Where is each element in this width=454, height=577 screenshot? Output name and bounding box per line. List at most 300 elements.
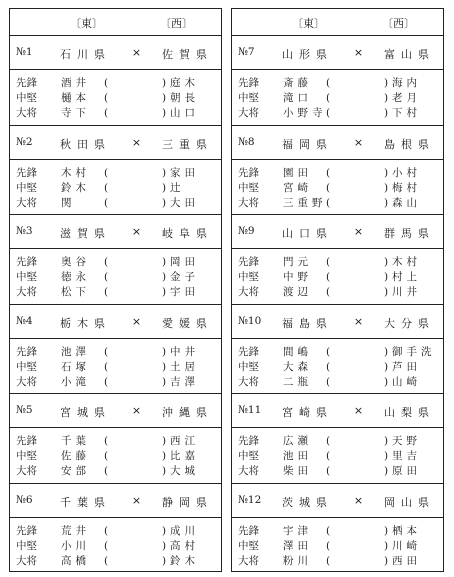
versus-mark: × <box>131 493 142 507</box>
position-label: 中堅 <box>238 360 259 373</box>
versus-mark: × <box>131 135 142 149</box>
score-paren-open: ( <box>326 450 331 462</box>
east-prefecture: 千葉県 <box>60 495 111 509</box>
east-header: 〔東〕 <box>292 17 325 30</box>
position-label: 先鋒 <box>238 77 259 89</box>
west-player: 吉澤 <box>170 375 199 388</box>
left-bracket-panel <box>9 8 222 572</box>
match-teams <box>60 136 213 152</box>
match-block <box>232 126 443 216</box>
score-paren-open: ( <box>104 256 109 268</box>
score-paren-open: ( <box>104 375 109 388</box>
player-rows <box>10 339 221 390</box>
west-player: 山崎 <box>392 375 421 388</box>
east-player: 佐藤 <box>61 450 90 462</box>
match-number: №4 <box>16 314 33 327</box>
score-paren-open: ( <box>326 256 331 268</box>
east-player: 奥谷 <box>61 256 90 268</box>
west-player: 金子 <box>170 271 199 283</box>
position-label: 中堅 <box>238 92 259 104</box>
west-prefecture: 大分県 <box>384 316 435 330</box>
west-player: 成川 <box>170 524 199 537</box>
score-paren-open: ( <box>326 286 331 298</box>
match-number: №9 <box>238 225 255 237</box>
east-player: 木村 <box>61 166 90 179</box>
east-player: 斎藤 <box>283 77 312 89</box>
player-row <box>232 375 443 390</box>
player-row <box>232 464 443 479</box>
match-block <box>232 36 443 126</box>
player-row <box>10 255 221 270</box>
score-paren-open: ( <box>326 166 331 179</box>
match-number: №1 <box>16 46 33 58</box>
east-prefecture: 福岡県 <box>282 137 333 151</box>
east-player: 小川 <box>61 539 90 552</box>
west-player: 川井 <box>392 286 421 298</box>
score-paren-close: ) <box>384 166 389 179</box>
score-paren-open: ( <box>326 107 331 119</box>
east-player: 石塚 <box>61 360 90 373</box>
west-player: 比嘉 <box>170 450 199 462</box>
score-paren-close: ) <box>162 435 167 447</box>
score-paren-open: ( <box>104 360 109 373</box>
match-title <box>10 394 221 428</box>
east-player: 中野 <box>283 271 312 283</box>
score-paren-open: ( <box>104 450 109 462</box>
east-player: 大森 <box>283 360 312 373</box>
versus-mark: × <box>353 404 364 417</box>
score-paren-close: ) <box>162 77 167 89</box>
west-player: 庭木 <box>170 77 199 89</box>
east-player: 間嶋 <box>283 345 312 358</box>
position-label: 先鋒 <box>16 435 37 447</box>
match-block <box>232 394 443 484</box>
position-label: 先鋒 <box>16 345 37 358</box>
match-number: №2 <box>16 135 33 148</box>
position-label: 大将 <box>16 375 37 388</box>
east-player: 滝口 <box>283 92 312 104</box>
east-prefecture: 山形県 <box>282 48 333 61</box>
score-paren-close: ) <box>384 181 389 194</box>
east-prefecture: 山口県 <box>282 227 333 240</box>
player-row <box>232 166 443 181</box>
player-row <box>232 345 443 360</box>
score-paren-open: ( <box>104 107 109 119</box>
west-player: 土居 <box>170 360 199 373</box>
score-paren-open: ( <box>104 181 109 194</box>
score-paren-open: ( <box>326 524 331 537</box>
match-number: №6 <box>16 493 33 506</box>
match-teams <box>60 404 213 420</box>
match-block <box>232 215 443 305</box>
versus-mark: × <box>131 225 142 238</box>
player-row <box>232 196 443 211</box>
match-title <box>10 126 221 160</box>
score-paren-close: ) <box>384 77 389 89</box>
player-row <box>232 360 443 375</box>
player-rows <box>232 70 443 121</box>
west-prefecture: 愛媛県 <box>162 316 213 330</box>
player-row <box>232 270 443 285</box>
player-row <box>10 181 221 196</box>
west-prefecture: 沖縄県 <box>162 406 213 419</box>
player-rows <box>232 249 443 300</box>
west-player: 朝長 <box>170 92 199 104</box>
right-match-list <box>232 36 443 573</box>
score-paren-open: ( <box>326 465 331 477</box>
match-title <box>232 36 443 70</box>
position-label: 先鋒 <box>238 166 259 179</box>
west-player: 大城 <box>170 465 199 477</box>
score-paren-close: ) <box>162 450 167 462</box>
versus-mark: × <box>353 314 364 328</box>
match-teams <box>282 46 435 62</box>
position-label: 大将 <box>238 286 259 298</box>
score-paren-open: ( <box>104 539 109 552</box>
player-rows <box>10 518 221 569</box>
west-player: 中井 <box>170 345 199 358</box>
score-paren-close: ) <box>384 539 389 552</box>
east-header: 〔東〕 <box>70 17 103 30</box>
versus-mark: × <box>131 404 142 417</box>
west-prefecture: 岡山県 <box>384 495 435 509</box>
score-paren-close: ) <box>384 435 389 447</box>
score-paren-open: ( <box>326 196 331 209</box>
west-player: 老月 <box>392 92 421 104</box>
position-label: 先鋒 <box>16 77 37 89</box>
east-player: 関 <box>61 196 76 209</box>
west-player: 下村 <box>392 107 421 119</box>
player-row <box>10 539 221 554</box>
player-row <box>232 181 443 196</box>
match-teams <box>282 404 435 420</box>
score-paren-close: ) <box>384 554 389 567</box>
position-label: 中堅 <box>238 539 259 552</box>
match-block <box>10 305 221 395</box>
match-title <box>232 305 443 339</box>
score-paren-open: ( <box>104 77 109 89</box>
match-block <box>232 484 443 574</box>
score-paren-close: ) <box>384 375 389 388</box>
player-rows <box>10 160 221 211</box>
east-player: 千葉 <box>61 435 90 447</box>
position-label: 先鋒 <box>238 524 259 537</box>
west-header: 〔西〕 <box>160 17 193 30</box>
score-paren-open: ( <box>326 539 331 552</box>
match-number: №11 <box>238 404 262 416</box>
west-prefecture: 山梨県 <box>384 406 435 419</box>
match-teams <box>60 494 213 510</box>
score-paren-close: ) <box>162 286 167 298</box>
player-row <box>10 360 221 375</box>
west-player: 西田 <box>392 554 421 567</box>
player-row <box>10 91 221 106</box>
west-player: 原田 <box>392 465 421 477</box>
position-label: 大将 <box>16 286 37 298</box>
score-paren-close: ) <box>162 196 167 209</box>
player-row <box>232 91 443 106</box>
match-block <box>10 126 221 216</box>
score-paren-open: ( <box>104 286 109 298</box>
player-rows <box>232 339 443 390</box>
position-label: 中堅 <box>16 539 37 552</box>
player-row <box>232 76 443 91</box>
match-block <box>10 484 221 574</box>
score-paren-close: ) <box>384 256 389 268</box>
versus-mark: × <box>353 46 364 59</box>
player-row <box>232 285 443 300</box>
match-block <box>10 215 221 305</box>
west-player: 岡田 <box>170 256 199 268</box>
position-label: 中堅 <box>16 360 37 373</box>
score-paren-close: ) <box>162 181 167 194</box>
score-paren-open: ( <box>326 435 331 447</box>
player-row <box>10 345 221 360</box>
west-player: 村上 <box>392 271 421 283</box>
position-label: 大将 <box>238 196 259 209</box>
score-paren-open: ( <box>326 375 331 388</box>
west-player: 里吉 <box>392 450 421 462</box>
position-label: 大将 <box>238 375 259 388</box>
east-player: 小野寺 <box>283 107 327 119</box>
match-number: №5 <box>16 404 33 416</box>
panel-header <box>232 9 443 36</box>
west-player: 木村 <box>392 256 421 268</box>
score-paren-close: ) <box>162 166 167 179</box>
east-prefecture: 茨城県 <box>282 495 333 509</box>
position-label: 先鋒 <box>16 256 37 268</box>
match-teams <box>60 315 213 331</box>
west-player: 西江 <box>170 435 199 447</box>
player-rows <box>232 160 443 211</box>
east-player: 小滝 <box>61 375 90 388</box>
east-player: 池田 <box>283 450 312 462</box>
score-paren-open: ( <box>104 196 109 209</box>
position-label: 中堅 <box>16 181 37 194</box>
score-paren-close: ) <box>384 271 389 283</box>
west-player: 栖本 <box>392 524 421 537</box>
score-paren-close: ) <box>162 375 167 388</box>
match-teams <box>60 225 213 241</box>
player-row <box>232 524 443 539</box>
west-prefecture: 静岡県 <box>162 495 213 509</box>
west-player: 宇田 <box>170 286 199 298</box>
position-label: 中堅 <box>16 271 37 283</box>
score-paren-close: ) <box>162 92 167 104</box>
score-paren-close: ) <box>162 345 167 358</box>
score-paren-close: ) <box>384 360 389 373</box>
east-player: 宇津 <box>283 524 312 537</box>
west-player: 御手洗 <box>392 345 436 358</box>
player-row <box>10 524 221 539</box>
player-rows <box>10 249 221 300</box>
west-player: 小村 <box>392 166 421 179</box>
east-prefecture: 栃木県 <box>60 316 111 330</box>
west-player: 梅村 <box>392 181 421 194</box>
west-header: 〔西〕 <box>382 17 415 30</box>
player-row <box>10 196 221 211</box>
west-player: 川崎 <box>392 539 421 552</box>
score-paren-close: ) <box>162 271 167 283</box>
score-paren-open: ( <box>104 166 109 179</box>
west-prefecture: 岐阜県 <box>162 227 213 240</box>
player-row <box>10 270 221 285</box>
match-number: №8 <box>238 135 255 148</box>
score-paren-close: ) <box>384 450 389 462</box>
left-match-list <box>10 36 221 573</box>
match-title <box>232 394 443 428</box>
position-label: 大将 <box>16 465 37 477</box>
east-prefecture: 秋田県 <box>60 137 111 151</box>
east-player: 宮崎 <box>283 181 312 194</box>
east-prefecture: 滋賀県 <box>60 227 111 240</box>
player-rows <box>232 518 443 569</box>
player-rows <box>232 428 443 479</box>
east-prefecture: 福島県 <box>282 316 333 330</box>
match-number: №10 <box>238 314 262 327</box>
east-player: 三重野 <box>283 196 327 209</box>
match-title <box>10 215 221 249</box>
west-player: 辻 <box>170 181 185 194</box>
east-player: 澤田 <box>283 539 312 552</box>
player-row <box>10 434 221 449</box>
west-player: 高村 <box>170 539 199 552</box>
west-prefecture: 三重県 <box>162 137 213 151</box>
versus-mark: × <box>353 493 364 507</box>
west-prefecture: 佐賀県 <box>162 48 213 61</box>
score-paren-close: ) <box>162 524 167 537</box>
score-paren-close: ) <box>162 360 167 373</box>
score-paren-open: ( <box>326 92 331 104</box>
west-prefecture: 富山県 <box>384 48 435 61</box>
east-player: 鈴木 <box>61 181 90 194</box>
west-player: 鈴木 <box>170 554 199 567</box>
east-player: 安部 <box>61 465 90 477</box>
score-paren-close: ) <box>384 92 389 104</box>
versus-mark: × <box>131 46 142 59</box>
score-paren-open: ( <box>104 271 109 283</box>
east-player: 広瀬 <box>283 435 312 447</box>
player-rows <box>10 70 221 121</box>
match-block <box>10 36 221 126</box>
match-number: №7 <box>238 46 255 58</box>
right-bracket-panel <box>231 8 444 572</box>
match-title <box>232 126 443 160</box>
player-row <box>10 166 221 181</box>
west-player: 森山 <box>392 196 421 209</box>
position-label: 中堅 <box>16 92 37 104</box>
position-label: 先鋒 <box>16 524 37 537</box>
score-paren-open: ( <box>326 345 331 358</box>
east-player: 門元 <box>283 256 312 268</box>
score-paren-close: ) <box>162 107 167 119</box>
score-paren-close: ) <box>384 196 389 209</box>
match-title <box>232 215 443 249</box>
match-teams <box>282 225 435 241</box>
east-player: 徳永 <box>61 271 90 283</box>
position-label: 大将 <box>238 465 259 477</box>
east-player: 園田 <box>283 166 312 179</box>
position-label: 大将 <box>16 196 37 209</box>
position-label: 中堅 <box>238 181 259 194</box>
east-prefecture: 石川県 <box>60 48 111 61</box>
panel-header <box>10 9 221 36</box>
score-paren-open: ( <box>326 360 331 373</box>
west-prefecture: 島根県 <box>384 137 435 151</box>
player-row <box>10 76 221 91</box>
versus-mark: × <box>131 314 142 328</box>
east-player: 渡辺 <box>283 286 312 298</box>
score-paren-close: ) <box>384 286 389 298</box>
score-paren-open: ( <box>326 181 331 194</box>
position-label: 中堅 <box>238 271 259 283</box>
score-paren-open: ( <box>104 345 109 358</box>
score-paren-open: ( <box>326 554 331 567</box>
player-rows <box>10 428 221 479</box>
match-teams <box>60 46 213 62</box>
west-player: 海内 <box>392 77 421 89</box>
position-label: 先鋒 <box>16 166 37 179</box>
position-label: 大将 <box>238 554 259 567</box>
player-row <box>232 434 443 449</box>
position-label: 大将 <box>16 107 37 119</box>
match-title <box>10 484 221 518</box>
score-paren-close: ) <box>384 465 389 477</box>
east-player: 樋本 <box>61 92 90 104</box>
player-row <box>10 554 221 569</box>
west-prefecture: 群馬県 <box>384 227 435 240</box>
west-player: 家田 <box>170 166 199 179</box>
east-player: 粉川 <box>283 554 312 567</box>
versus-mark: × <box>353 225 364 238</box>
position-label: 中堅 <box>238 450 259 462</box>
west-player: 芦田 <box>392 360 421 373</box>
east-player: 荒井 <box>61 524 90 537</box>
score-paren-open: ( <box>104 465 109 477</box>
score-paren-open: ( <box>104 524 109 537</box>
match-teams <box>282 494 435 510</box>
east-player: 寺下 <box>61 107 90 119</box>
score-paren-close: ) <box>162 554 167 567</box>
player-row <box>10 449 221 464</box>
score-paren-open: ( <box>326 77 331 89</box>
west-player: 天野 <box>392 435 421 447</box>
match-number: №3 <box>16 225 33 237</box>
player-row <box>10 375 221 390</box>
position-label: 先鋒 <box>238 435 259 447</box>
east-player: 池澤 <box>61 345 90 358</box>
east-prefecture: 宮崎県 <box>282 406 333 419</box>
east-player: 松下 <box>61 286 90 298</box>
player-row <box>10 285 221 300</box>
east-player: 酒井 <box>61 77 90 89</box>
position-label: 中堅 <box>16 450 37 462</box>
score-paren-close: ) <box>384 107 389 119</box>
player-row <box>232 539 443 554</box>
match-title <box>10 305 221 339</box>
match-block <box>232 305 443 395</box>
player-row <box>232 106 443 121</box>
match-title <box>232 484 443 518</box>
match-block <box>10 394 221 484</box>
position-label: 大将 <box>16 554 37 567</box>
player-row <box>232 554 443 569</box>
score-paren-close: ) <box>162 256 167 268</box>
west-player: 山口 <box>170 107 199 119</box>
match-number: №12 <box>238 493 262 506</box>
score-paren-open: ( <box>104 554 109 567</box>
player-row <box>232 449 443 464</box>
